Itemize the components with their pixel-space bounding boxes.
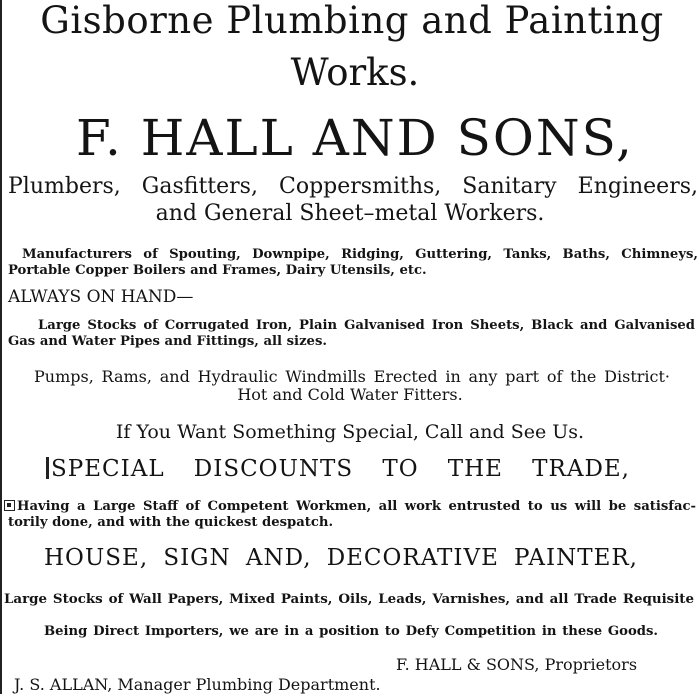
left-column-rule <box>0 0 2 694</box>
wallpapers-line: Large Stocks of Wall Papers, Mixed Paints, Oils, Leads, Varnishes, and all Trade Requisite <box>4 591 694 607</box>
stocks-line-2: Gas and Water Pipes and Fittings, all sizes. <box>8 334 327 349</box>
firm-name: F. HALL AND SONS, <box>76 109 634 167</box>
special-discounts-heading <box>46 454 630 484</box>
staff-line-1-text: Having a Large Staff of Competent Workmen, all work entrusted to us will be satisfac- <box>17 499 696 514</box>
call-and-see-line: If You Want Something Special, Call and See Us. <box>115 421 585 443</box>
painter-heading: HOUSE, SIGN AND, DECORATIVE PAINTER, <box>44 545 638 571</box>
stocks-line-1: Large Stocks of Corrugated Iron, Plain Galvanised Iron Sheets, Black and Galvanised <box>38 318 695 333</box>
staff-line-1 <box>4 498 696 515</box>
trades-line-1: Plumbers, Gasfitters, Coppersmiths, Sanitary Engineers, <box>8 174 698 199</box>
always-on-hand-heading: ALWAYS ON HAND— <box>8 287 194 307</box>
bracket-mark-icon <box>46 457 49 479</box>
manager-line: J. S. ALLAN, Manager Plumbing Department. <box>14 675 381 694</box>
importers-line: Being Direct Importers, we are in a position to Defy Competition in these Goods. <box>44 624 658 639</box>
manufacturers-line-1: Manufacturers of Spouting, Downpipe, Ridging, Guttering, Tanks, Baths, Chimneys, <box>22 247 698 262</box>
staff-line-2: torily done, and with the quickest despatch. <box>8 515 334 530</box>
manufacturers-line-2: Portable Copper Boilers and Frames, Dairy Utensils, etc. <box>8 263 427 278</box>
pointing-hand-icon <box>4 500 15 511</box>
headline-line-2: Works. <box>290 51 420 94</box>
proprietors-signature: F. HALL & SONS, Proprietors <box>396 655 638 674</box>
headline-line-1: Gisborne Plumbing and Painting <box>40 0 664 42</box>
pumps-line-1: Pumps, Rams, and Hydraulic Windmills Erected in any part of the District· <box>34 367 670 386</box>
special-discounts-text: SPECIAL DISCOUNTS TO THE TRADE, <box>51 456 630 482</box>
trades-line-2: and General Sheet–metal Workers. <box>155 201 545 226</box>
pumps-line-2: Hot and Cold Water Fitters. <box>237 385 463 404</box>
